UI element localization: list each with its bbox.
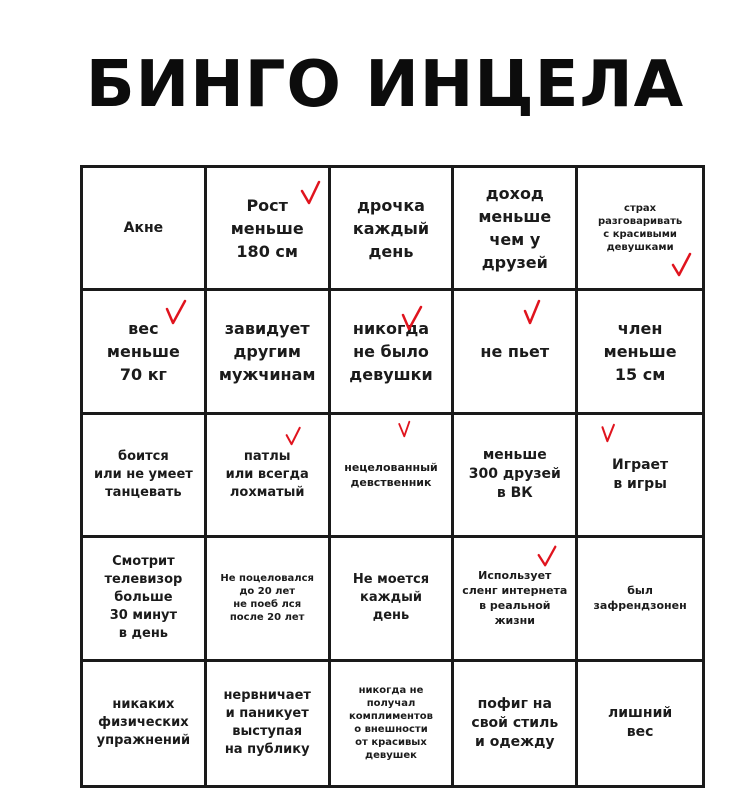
bingo-cell-label: никогда не получал комплиментов о внешности от красивых девушек	[349, 685, 433, 762]
checkmark-icon	[285, 425, 303, 447]
bingo-cell-7[interactable]	[207, 291, 331, 414]
bingo-cell-label: лишний вес	[607, 705, 673, 741]
bingo-cell-5[interactable]	[578, 168, 702, 291]
bingo-cell-11[interactable]	[83, 415, 207, 538]
bingo-cell-13[interactable]	[331, 415, 455, 538]
bingo-cell-label: пофиг на свой стиль и одежду	[471, 695, 559, 750]
bingo-cell-21[interactable]	[83, 662, 207, 785]
bingo-cell-label: нецелованный девственник	[344, 460, 438, 489]
bingo-cell-label: Смотрит телевизор больше 30 минут в день	[104, 554, 183, 642]
bingo-cell-label: дрочка каждый день	[352, 195, 430, 261]
bingo-cell-12[interactable]	[207, 415, 331, 538]
bingo-cell-10[interactable]	[578, 291, 702, 414]
bingo-cell-23[interactable]	[331, 662, 455, 785]
bingo-cell-label: никогда не было девушки	[349, 319, 433, 385]
bingo-cell-16[interactable]	[83, 538, 207, 661]
bingo-cell-22[interactable]	[207, 662, 331, 785]
bingo-cell-label: доход меньше чем у друзей	[478, 184, 552, 273]
bingo-cell-8[interactable]	[331, 291, 455, 414]
bingo-cell-25[interactable]	[578, 662, 702, 785]
bingo-cell-9[interactable]	[454, 291, 578, 414]
bingo-cell-label: вес меньше 70 кг	[106, 319, 180, 385]
bingo-cell-label: Рост меньше 180 см	[230, 195, 304, 261]
bingo-cell-1[interactable]	[83, 168, 207, 291]
bingo-cell-label: Играет в игры	[612, 456, 669, 492]
bingo-cell-label: нервничает и паникует выступая на публику	[223, 688, 311, 758]
bingo-cell-label: никаких физических упражнений	[96, 697, 191, 749]
bingo-cell-6[interactable]	[83, 291, 207, 414]
bingo-cell-14[interactable]	[454, 415, 578, 538]
bingo-cell-18[interactable]	[331, 538, 455, 661]
bingo-cell-label: член меньше 15 см	[603, 319, 677, 385]
bingo-cell-label: завидует другим мужчинам	[218, 319, 316, 385]
bingo-cell-2[interactable]	[207, 168, 331, 291]
bingo-cell-label: меньше 300 друзей в ВК	[468, 447, 561, 502]
bingo-cell-15[interactable]	[578, 415, 702, 538]
page-title: БИНГО ИНЦЕЛА	[85, 48, 685, 122]
bingo-cell-label: не пьет	[480, 342, 550, 362]
checkmark-icon	[671, 252, 693, 278]
bingo-cell-label: был зафрендзонен	[593, 584, 687, 613]
bingo-cell-label: Не поцеловался до 20 лет не поеб лся после 20 лет	[220, 573, 314, 624]
checkmark-icon	[600, 421, 618, 445]
bingo-cell-label: страх разговаривать с красивыми девушками	[597, 203, 683, 254]
bingo-cell-label: Использует сленг интернета в реальной жизни	[462, 569, 568, 628]
bingo-grid	[80, 165, 705, 788]
bingo-cell-17[interactable]	[207, 538, 331, 661]
bingo-cell-label: патлы или всегда лохматый	[225, 448, 309, 500]
bingo-cell-label: Не моется каждый день	[352, 572, 430, 624]
bingo-cell-label: боится или не умеет танцевать	[93, 448, 193, 500]
checkmark-icon	[534, 544, 560, 568]
bingo-cell-label: Акне	[123, 219, 164, 236]
bingo-cell-20[interactable]	[578, 538, 702, 661]
bingo-cell-19[interactable]	[454, 538, 578, 661]
checkmark-icon	[397, 419, 413, 439]
bingo-cell-4[interactable]	[454, 168, 578, 291]
bingo-cell-24[interactable]	[454, 662, 578, 785]
bingo-cell-3[interactable]	[331, 168, 455, 291]
checkmark-icon	[522, 299, 544, 325]
